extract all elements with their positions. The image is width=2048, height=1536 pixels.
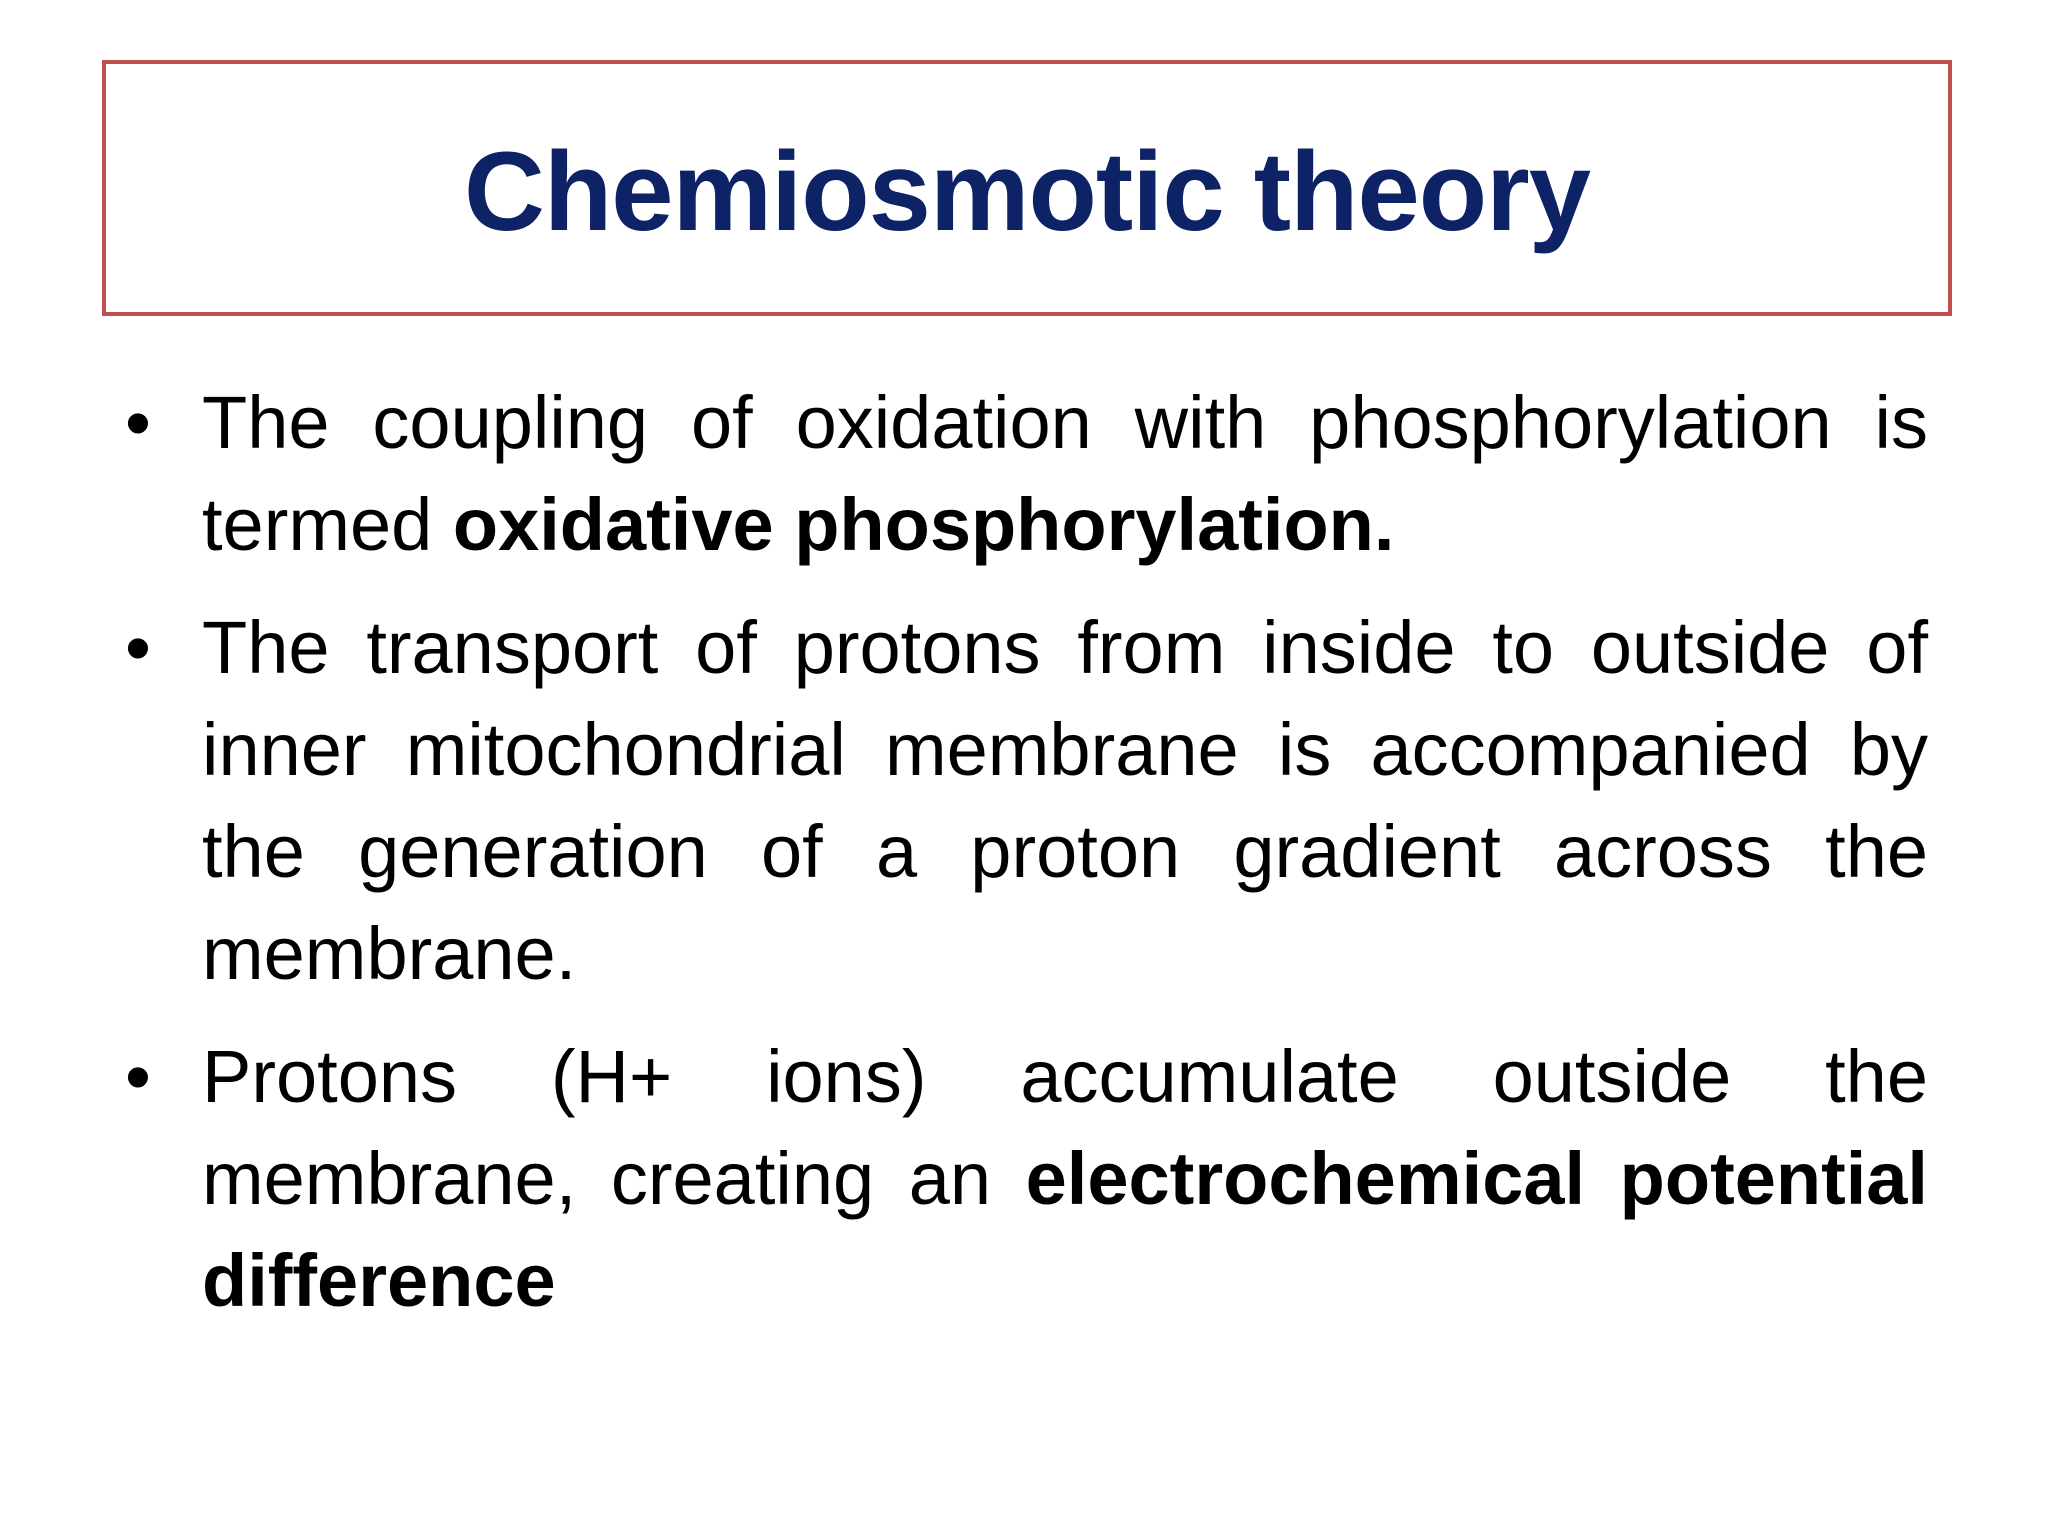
bullet-text-bold: oxidative phosphorylation. — [452, 483, 1395, 566]
bullet-icon: • — [125, 381, 151, 464]
bullet-item — [122, 372, 1928, 576]
bullet-icon: • — [125, 1035, 151, 1118]
bullet-text: Protons (H+ ions) accumulate outside the membrane, creating an — [202, 1035, 1928, 1220]
slide-title: Chemiosmotic theory — [463, 129, 1591, 254]
title-box — [102, 60, 1952, 316]
bullet-item — [122, 597, 1928, 1005]
bullet-icon: • — [125, 606, 151, 689]
bullet-text-bold: electrochemical potential difference — [202, 1137, 1928, 1322]
bullet-text: The coupling of oxidation with phosphorylation is termed — [202, 381, 1928, 566]
bullet-text: The transport of protons from inside to outside of inner mitochondrial membrane is accompanied by the generation of a proton gradient across the membrane. — [202, 606, 1928, 995]
bullet-item — [122, 1026, 1928, 1332]
bullet-list — [122, 372, 1928, 1353]
